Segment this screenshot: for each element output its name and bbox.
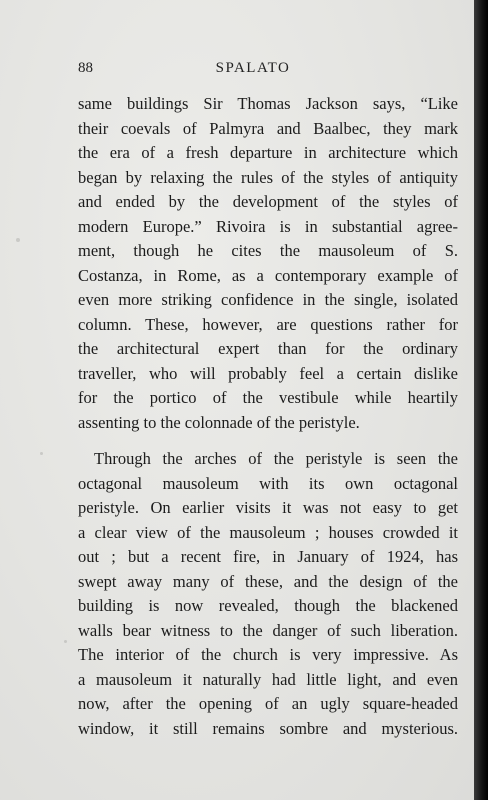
text-line: window, it still remains sombre and mysterious. xyxy=(78,718,458,738)
text-line: building is now revealed, though the blackened xyxy=(78,596,458,615)
text-line: The interior of the church is very impressive. As xyxy=(78,645,458,664)
body-text xyxy=(78,92,458,741)
page-header xyxy=(52,60,454,82)
paragraph xyxy=(78,447,458,741)
text-line: the architectural expert than for the ordinary xyxy=(78,339,458,358)
page-number: 88 xyxy=(78,60,93,76)
text-line: a clear view of the mausoleum ; houses crowded it xyxy=(78,522,458,542)
paper-spot xyxy=(40,452,43,455)
text-line: swept away many of these, and the design of the xyxy=(78,571,458,591)
text-line: a mausoleum it naturally had little light, and even xyxy=(78,669,458,689)
text-line: peristyle. On earlier visits it was not easy to get xyxy=(78,498,458,517)
paragraph xyxy=(78,92,458,435)
text-line: even more striking confidence in the single, isolated xyxy=(78,290,458,309)
text-line: now, after the opening of an ugly square-headed xyxy=(78,694,458,713)
text-line: and ended by the development of the styles of xyxy=(78,192,458,211)
paragraph-gap xyxy=(78,435,458,447)
text-line: Through the arches of the peristyle is seen the xyxy=(94,449,458,468)
text-line: Costanza, in Rome, as a contemporary example of xyxy=(78,265,458,285)
paper-spot xyxy=(64,640,67,643)
book-binding-edge xyxy=(474,0,488,800)
text-line: column. These, however, are questions rather for xyxy=(78,314,458,334)
text-line: out ; but a recent fire, in January of 1924, has xyxy=(78,547,458,566)
text-line: same buildings Sir Thomas Jackson says, “Like xyxy=(78,94,458,113)
paper-spot xyxy=(16,238,20,242)
running-head: SPALATO xyxy=(215,60,291,76)
text-line: their coevals of Palmyra and Baalbec, they mark xyxy=(78,118,458,138)
text-line: ment, though he cites the mausoleum of S. xyxy=(78,241,458,260)
text-line: traveller, who will probably feel a certain dislike xyxy=(78,363,458,383)
text-line: the era of a fresh departure in architecture which xyxy=(78,143,458,162)
text-line: began by relaxing the rules of the styles of antiquity xyxy=(78,167,458,187)
text-line: assenting to the colonnade of the peristyle. xyxy=(78,412,360,432)
text-line: for the portico of the vestibule while heartily xyxy=(78,388,458,407)
text-line: octagonal mausoleum with its own octagonal xyxy=(78,473,458,493)
text-line: walls bear witness to the danger of such liberation. xyxy=(78,620,458,640)
text-line: modern Europe.” Rivoira is in substantial agree- xyxy=(78,216,458,236)
